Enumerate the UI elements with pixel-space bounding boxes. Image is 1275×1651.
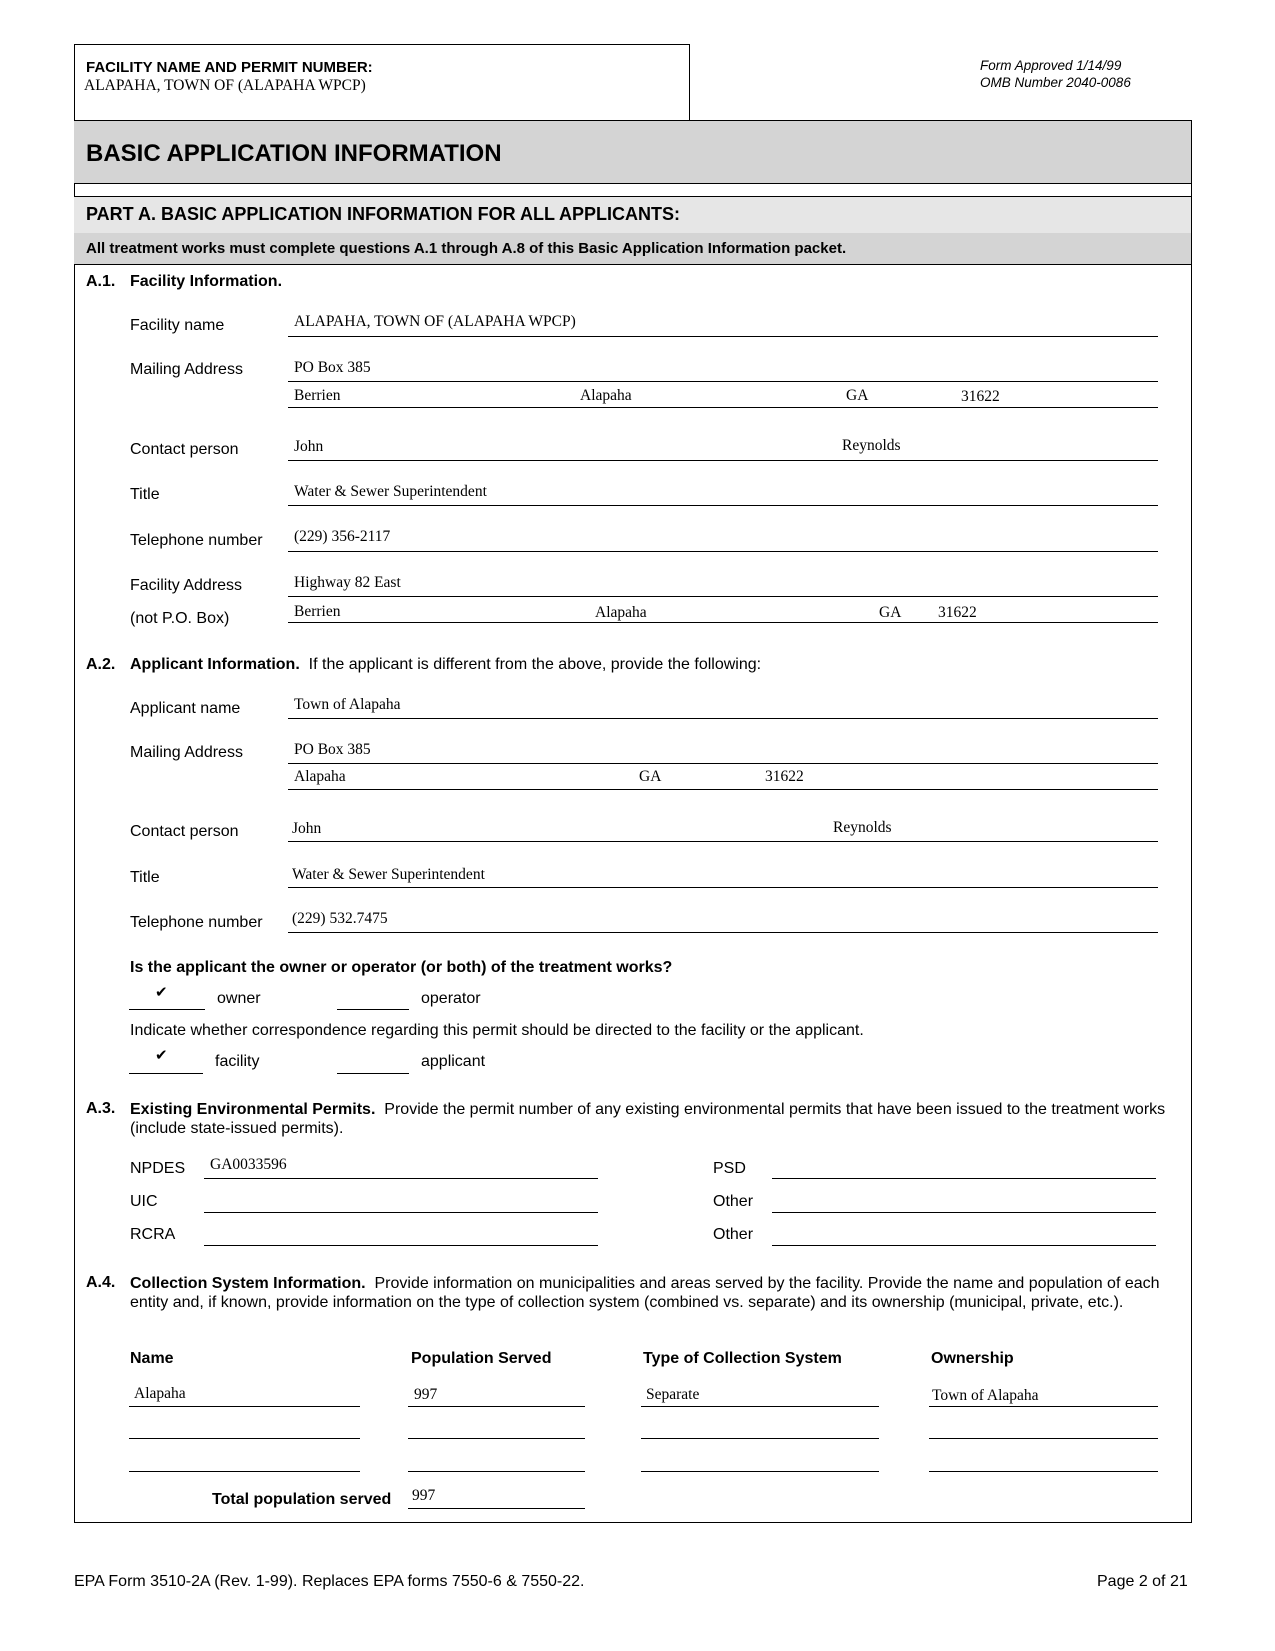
applicant-name-label: Applicant name — [130, 700, 241, 717]
psd-line — [772, 1178, 1156, 1179]
mailing-address-label: Mailing Address — [130, 361, 243, 378]
applicant-name-value[interactable]: Town of Alapaha — [294, 696, 401, 713]
a4-description: Provide information on municipalities and areas served by the facility. Provide the name and population of each entity and, if known, provide information on the type of collection system (combined vs. separate) and its ownership (municipal, private, etc.). — [130, 1275, 1160, 1311]
a2-number: A.2. — [86, 656, 116, 673]
facility-address-county-value[interactable]: Berrien — [294, 603, 341, 620]
operator-checkbox-line[interactable] — [337, 1009, 409, 1010]
applicant-contact-line — [288, 841, 1158, 842]
a2-title: Applicant Information. — [130, 656, 300, 673]
telephone-value[interactable]: (229) 356-2117 — [294, 528, 391, 545]
applicant-contact-first-value[interactable]: John — [292, 820, 322, 837]
a4-heading — [130, 1274, 1175, 1312]
total-population-line — [408, 1508, 585, 1509]
applicant-mailing-zip-value[interactable]: 31622 — [765, 768, 804, 785]
a2-description: If the applicant is different from the above, provide the following: — [308, 656, 762, 673]
facility-address-label: Facility Address — [130, 577, 243, 594]
footer-page-number: Page 2 of 21 — [1097, 1573, 1188, 1590]
owner-operator-question: Is the applicant the owner or operator (or both) of the treatment works? — [130, 959, 673, 976]
a1-number: A.1. — [86, 273, 116, 290]
a3-title: Existing Environmental Permits. — [130, 1101, 376, 1118]
facility-address-line1-line — [288, 596, 1158, 597]
table-row-3-line-type — [641, 1471, 879, 1472]
contact-person-line — [288, 460, 1158, 461]
table-row-1-population[interactable]: 997 — [414, 1386, 438, 1403]
a4-number: A.4. — [86, 1274, 116, 1291]
facility-name-value[interactable]: ALAPAHA, TOWN OF (ALAPAHA WPCP) — [294, 313, 576, 330]
mailing-line1-value[interactable]: PO Box 385 — [294, 359, 371, 376]
npdes-line — [204, 1178, 598, 1179]
npdes-value[interactable]: GA0033596 — [210, 1156, 287, 1173]
facility-address-line2-line — [288, 622, 1158, 623]
facility-address-sublabel: (not P.O. Box) — [130, 610, 230, 627]
npdes-label: NPDES — [130, 1160, 186, 1177]
applicant-telephone-label: Telephone number — [130, 914, 263, 931]
title-value[interactable]: Water & Sewer Superintendent — [294, 483, 487, 500]
a1-title: Facility Information. — [130, 273, 283, 290]
instruction-text: All treatment works must complete questions A.1 through A.8 of this Basic Application Information packet. — [86, 240, 847, 257]
contact-last-value[interactable]: Reynolds — [842, 437, 901, 454]
other2-line — [772, 1245, 1156, 1246]
mailing-county-value[interactable]: Berrien — [294, 387, 341, 404]
table-row-1-ownership[interactable]: Town of Alapaha — [932, 1387, 1039, 1404]
uic-line — [204, 1212, 598, 1213]
table-row-1-line-type — [641, 1406, 879, 1407]
applicant-title-value[interactable]: Water & Sewer Superintendent — [292, 866, 485, 883]
owner-checkbox-line[interactable] — [129, 1009, 205, 1010]
a4-title: Collection System Information. — [130, 1275, 366, 1292]
applicant-mailing-city-value[interactable]: Alapaha — [294, 768, 346, 785]
facility-address-city-value[interactable]: Alapaha — [595, 604, 647, 621]
facility-name-line — [288, 336, 1158, 337]
table-row-2-line-name — [129, 1438, 360, 1439]
facility-checkbox-line[interactable] — [129, 1073, 203, 1074]
title-label: Title — [130, 486, 160, 503]
other2-label: Other — [713, 1226, 754, 1243]
facility-name-label: Facility name — [130, 317, 225, 334]
table-row-2-line-type — [641, 1438, 879, 1439]
form-frame — [74, 120, 1192, 1523]
table-row-1-line-population — [408, 1406, 585, 1407]
applicant-title-line — [288, 887, 1158, 888]
applicant-mailing-label: Mailing Address — [130, 744, 243, 761]
a3-number: A.3. — [86, 1100, 116, 1117]
facility-permit-label: FACILITY NAME AND PERMIT NUMBER: — [86, 59, 373, 76]
operator-label: operator — [421, 990, 481, 1007]
total-population-value[interactable]: 997 — [412, 1487, 436, 1504]
mailing-line1-line — [288, 381, 1158, 382]
facility-address-zip-value[interactable]: 31622 — [938, 604, 977, 621]
other1-label: Other — [713, 1193, 754, 1210]
uic-label: UIC — [130, 1193, 158, 1210]
form-approved: Form Approved 1/14/99 — [980, 58, 1122, 73]
facility-permit-value: ALAPAHA, TOWN OF (ALAPAHA WPCP) — [84, 77, 366, 94]
col-header-ownership: Ownership — [931, 1350, 1014, 1367]
applicant-telephone-line — [288, 932, 1158, 933]
applicant-mailing-line1-value[interactable]: PO Box 385 — [294, 741, 371, 758]
part-a-heading: PART A. BASIC APPLICATION INFORMATION FOR ALL APPLICANTS: — [86, 204, 680, 224]
applicant-title-label: Title — [130, 869, 160, 886]
other1-line — [772, 1212, 1156, 1213]
rcra-label: RCRA — [130, 1226, 176, 1243]
telephone-label: Telephone number — [130, 532, 263, 549]
a3-heading — [130, 1100, 1170, 1138]
omb-number: OMB Number 2040-0086 — [980, 75, 1131, 90]
correspondence-question: Indicate whether correspondence regarding this permit should be directed to the facility or the applicant. — [130, 1022, 864, 1039]
mailing-line2-line — [288, 407, 1158, 408]
table-row-1-type[interactable]: Separate — [646, 1386, 700, 1403]
col-header-population: Population Served — [411, 1350, 552, 1367]
applicant-mailing-state-value[interactable]: GA — [639, 768, 662, 785]
owner-label: owner — [217, 990, 261, 1007]
contact-person-label: Contact person — [130, 441, 239, 458]
facility-checkmark: ✔ — [155, 1047, 168, 1064]
mailing-zip-value[interactable]: 31622 — [961, 388, 1000, 405]
facility-address-state-value[interactable]: GA — [879, 604, 902, 621]
facility-label: facility — [215, 1053, 260, 1070]
table-row-3-line-population — [408, 1471, 585, 1472]
telephone-line — [288, 551, 1158, 552]
table-row-3-line-name — [129, 1471, 360, 1472]
table-row-2-line-population — [408, 1438, 585, 1439]
applicant-telephone-value[interactable]: (229) 532.7475 — [292, 910, 388, 927]
table-row-1-line-name — [129, 1406, 360, 1407]
table-row-1-line-ownership — [929, 1406, 1158, 1407]
applicant-mailing-line1-line — [288, 763, 1158, 764]
psd-label: PSD — [713, 1160, 746, 1177]
total-population-label: Total population served — [212, 1491, 392, 1508]
contact-first-value[interactable]: John — [294, 438, 324, 455]
applicant-checkbox-line[interactable] — [337, 1073, 409, 1074]
page-title: BASIC APPLICATION INFORMATION — [86, 140, 502, 167]
applicant-contact-last-value[interactable]: Reynolds — [833, 819, 892, 836]
facility-address-line1-value[interactable]: Highway 82 East — [294, 574, 401, 591]
applicant-name-line — [288, 718, 1158, 719]
owner-checkmark: ✔ — [155, 984, 168, 1001]
footer-form-number: EPA Form 3510-2A (Rev. 1-99). Replaces EPA forms 7550-6 & 7550-22. — [74, 1573, 585, 1590]
table-row-1-name[interactable]: Alapaha — [134, 1385, 186, 1402]
table-row-2-line-ownership — [929, 1438, 1158, 1439]
col-header-type: Type of Collection System — [643, 1350, 842, 1367]
a3-description: Provide the permit number of any existing environmental permits that have been issued to the treatment works (include state-issued permits). — [130, 1101, 1166, 1137]
rcra-line — [204, 1245, 598, 1246]
mailing-city-value[interactable]: Alapaha — [580, 387, 632, 404]
a2-heading — [130, 656, 761, 674]
table-row-3-line-ownership — [929, 1471, 1158, 1472]
applicant-mailing-line2-line — [288, 789, 1158, 790]
applicant-label: applicant — [421, 1053, 486, 1070]
mailing-state-value[interactable]: GA — [846, 387, 869, 404]
applicant-contact-label: Contact person — [130, 823, 239, 840]
title-line — [288, 505, 1158, 506]
col-header-name: Name — [130, 1350, 174, 1367]
